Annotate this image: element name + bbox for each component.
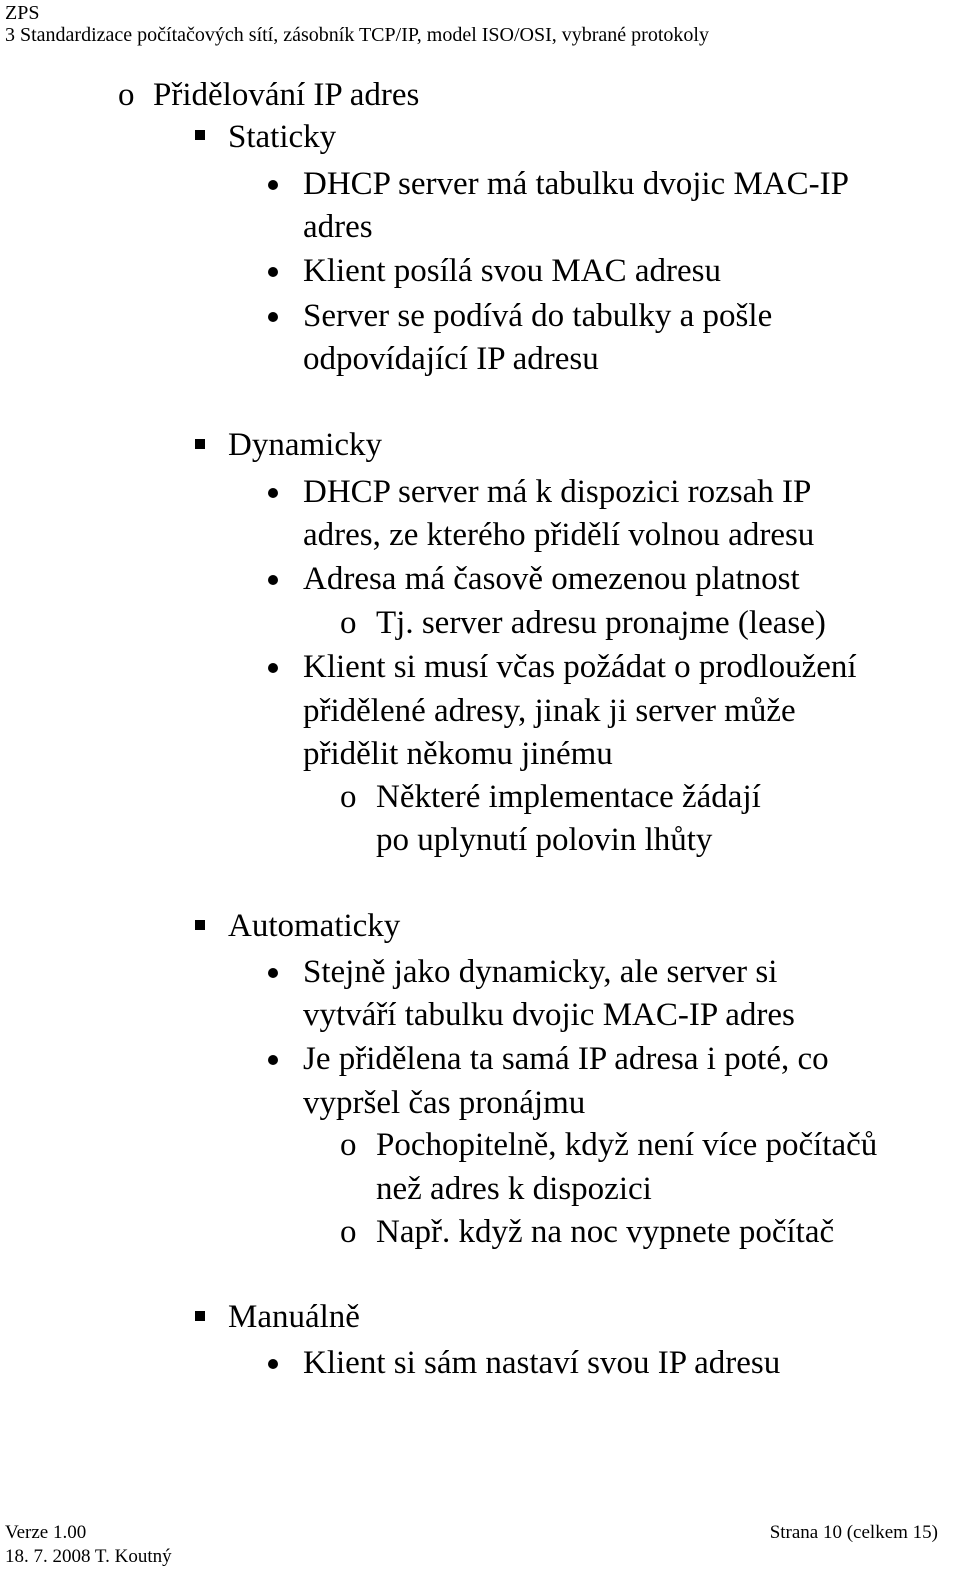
dot-bullet-icon xyxy=(268,1359,278,1369)
list-item-line: adres, ze kterého přidělí volnou adresu xyxy=(303,517,815,553)
list-subitem-line: než adres k dispozici xyxy=(376,1171,652,1207)
circle-bullet-icon: o xyxy=(340,1127,357,1163)
list-item-line: Klient si musí včas požádat o prodloužení xyxy=(303,649,857,685)
dot-bullet-icon xyxy=(268,1055,278,1065)
list-item-line: Adresa má časově omezenou platnost xyxy=(303,561,800,597)
list-item-line: přidělené adresy, jinak ji server může xyxy=(303,693,796,729)
list-item-line: odpovídající IP adresu xyxy=(303,341,599,377)
dot-bullet-icon xyxy=(268,968,278,978)
list-item-line: vypršel čas pronájmu xyxy=(303,1085,586,1121)
dot-bullet-icon xyxy=(268,663,278,673)
square-bullet-icon xyxy=(195,439,205,449)
list-item-line: DHCP server má k dispozici rozsah IP xyxy=(303,474,812,510)
square-bullet-icon xyxy=(195,1311,205,1321)
circle-bullet-icon: o xyxy=(118,77,135,113)
document-header-subtitle: 3 Standardizace počítačových sítí, zásobník TCP/IP, model ISO/OSI, vybrané protokoly xyxy=(5,24,709,46)
subsection-title: Dynamicky xyxy=(228,427,382,463)
footer-page-number: Strana 10 (celkem 15) xyxy=(769,1522,938,1543)
list-subitem-line: Pochopitelně, když není více počítačů xyxy=(376,1127,878,1163)
square-bullet-icon xyxy=(195,130,205,140)
footer-date-author: 18. 7. 2008 T. Koutný xyxy=(5,1546,172,1567)
list-item-line: Je přidělena ta samá IP adresa i poté, co xyxy=(303,1041,829,1077)
subsection-title: Staticky xyxy=(228,119,337,155)
list-subitem-line: po uplynutí polovin lhůty xyxy=(376,822,713,858)
list-subitem-line: Např. když na noc vypnete počítač xyxy=(376,1214,835,1250)
list-item-line: přidělit někomu jinému xyxy=(303,736,613,772)
square-bullet-icon xyxy=(195,920,205,930)
list-item-line: Server se podívá do tabulky a pošle xyxy=(303,298,773,334)
circle-bullet-icon: o xyxy=(340,605,357,641)
footer-version: Verze 1.00 xyxy=(5,1522,87,1543)
dot-bullet-icon xyxy=(268,180,278,190)
list-item-line: adres xyxy=(303,209,373,245)
list-item-line: vytváří tabulku dvojic MAC-IP adres xyxy=(303,997,795,1033)
subsection-title: Manuálně xyxy=(228,1299,360,1335)
list-subitem-line: Některé implementace žádají xyxy=(376,779,761,815)
list-item-line: DHCP server má tabulku dvojic MAC-IP xyxy=(303,166,849,202)
circle-bullet-icon: o xyxy=(340,1214,357,1250)
document-header-title: ZPS xyxy=(5,2,40,24)
dot-bullet-icon xyxy=(268,267,278,277)
dot-bullet-icon xyxy=(268,312,278,322)
circle-bullet-icon: o xyxy=(340,779,357,815)
subsection-title: Automaticky xyxy=(228,908,401,944)
section-heading: Přidělování IP adres xyxy=(153,77,420,113)
dot-bullet-icon xyxy=(268,575,278,585)
dot-bullet-icon xyxy=(268,488,278,498)
list-item-line: Klient si sám nastaví svou IP adresu xyxy=(303,1345,781,1381)
list-subitem-line: Tj. server adresu pronajme (lease) xyxy=(376,605,826,641)
list-item-line: Stejně jako dynamicky, ale server si xyxy=(303,954,778,990)
list-item-line: Klient posílá svou MAC adresu xyxy=(303,253,721,289)
